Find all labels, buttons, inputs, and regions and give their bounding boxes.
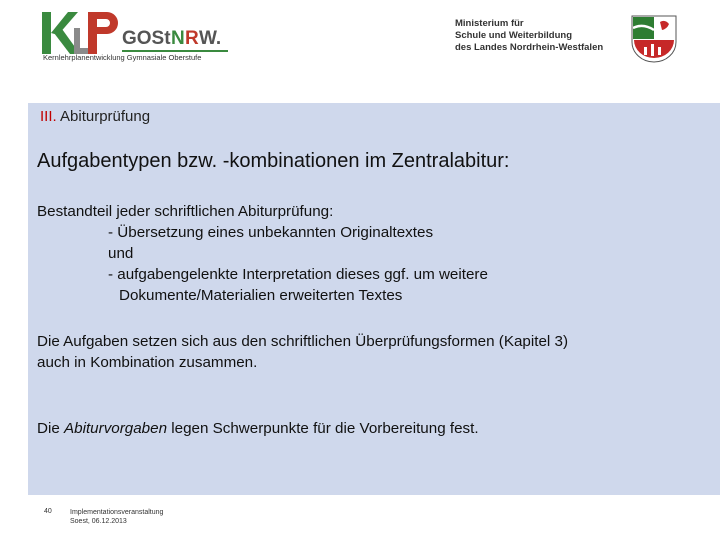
footer-divider <box>28 494 720 495</box>
page-number: 40 <box>44 508 52 515</box>
slide-header <box>0 0 720 100</box>
ministry-line: Ministerium für <box>455 18 524 29</box>
ministry-name <box>455 18 603 54</box>
paragraph-line: auch in Kombination zusammen. <box>37 354 258 371</box>
slide-title: Aufgabentypen bzw. -kombinationen im Zentralabitur: <box>37 150 510 172</box>
combination-paragraph <box>37 331 568 373</box>
event-place-date: Soest, 06.12.2013 <box>70 518 127 525</box>
ministry-line: Schule und Weiterbildung <box>455 30 572 41</box>
svg-text:W.: W. <box>199 28 222 49</box>
svg-text:GOSt: GOSt <box>122 28 171 49</box>
section-heading <box>40 108 150 125</box>
svg-text:R: R <box>185 28 199 49</box>
paragraph-text: Die <box>37 420 65 437</box>
footer-event <box>70 508 163 526</box>
section-label: Abiturprüfung <box>60 108 151 125</box>
connector-text: und <box>108 245 134 262</box>
ministry-line: des Landes Nordrhein-Westfalen <box>455 42 604 53</box>
list-item-continuation: Dokumente/Materialien erweiterten Textes <box>119 287 403 304</box>
svg-text:N: N <box>171 28 185 49</box>
logo-subtitle: Kernlehrplanentwicklung Gymnasiale Oberstufe <box>43 53 202 62</box>
emphasis-text: Abiturvorgaben <box>64 420 168 437</box>
paragraph-line: Die Aufgaben setzen sich aus den schriftlichen Überprüfungsformen (Kapitel 3) <box>37 333 569 350</box>
list-item: - aufgabengelenkte Interpretation dieses ggf. um weitere <box>108 266 488 283</box>
list-item: - Übersetzung eines unbekannten Originaltextes <box>108 224 434 241</box>
event-name: Implementationsveranstaltung <box>70 509 164 516</box>
nrw-coat-of-arms-icon <box>630 14 678 64</box>
section-number: III. <box>40 108 57 125</box>
intro-text: Bestandteil jeder schriftlichen Abiturprüfung: <box>37 203 334 220</box>
exam-components-block <box>37 201 488 306</box>
paragraph-text: legen Schwerpunkte für die Vorbereitung fest. <box>167 420 479 437</box>
focus-paragraph <box>37 418 479 439</box>
